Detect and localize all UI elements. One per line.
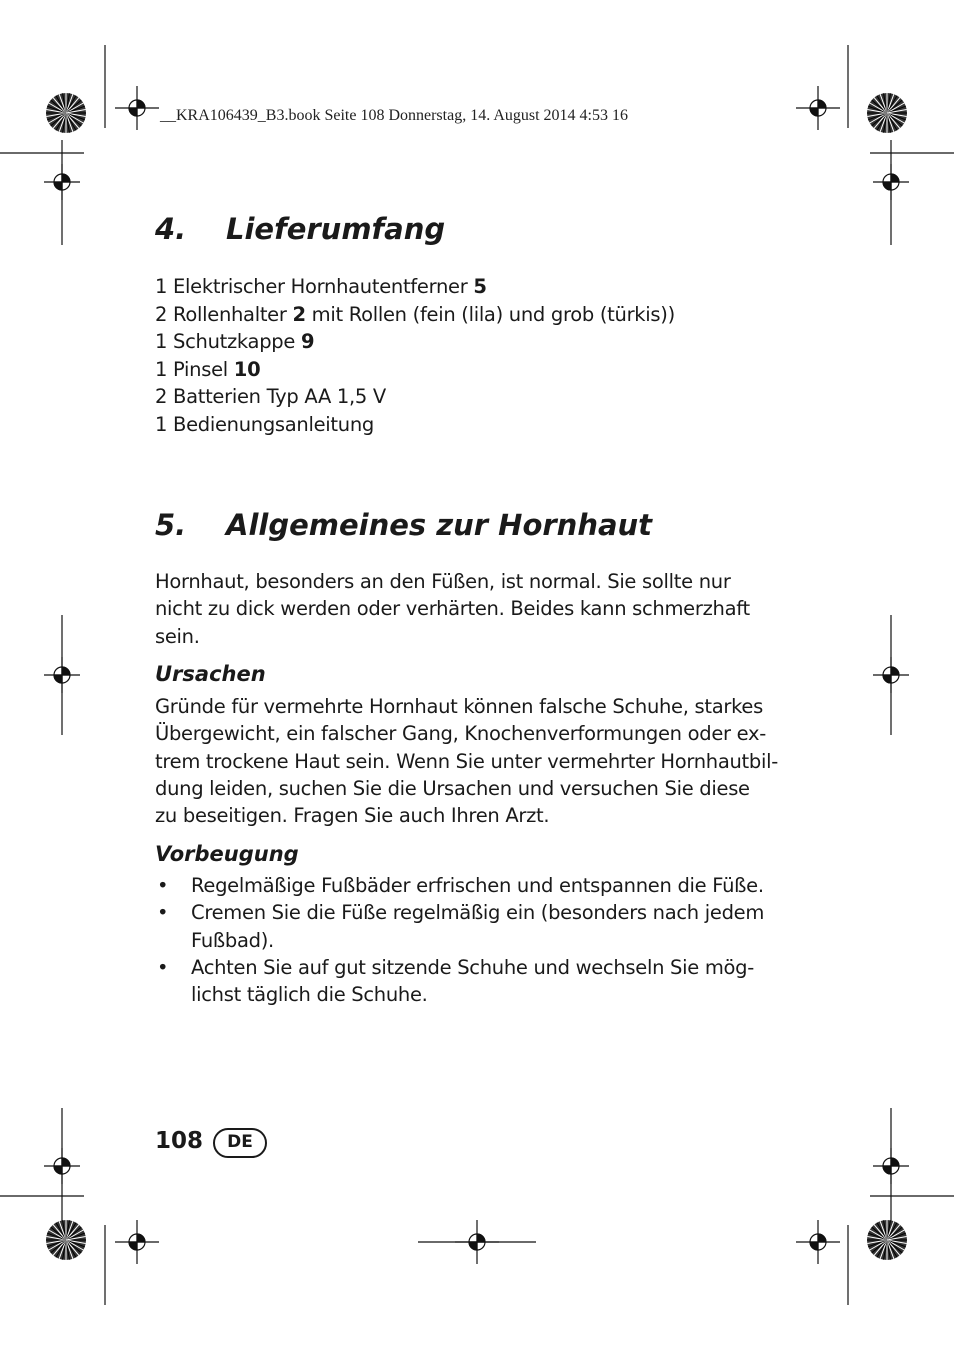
list-item: 1 Elektrischer Hornhautentferner 5 — [155, 275, 487, 298]
page-number: 108 — [155, 1128, 204, 1154]
bullet-icon: • — [157, 874, 169, 897]
ursachen-heading: Ursachen — [155, 662, 266, 686]
registration-crosshair-icon — [796, 86, 840, 130]
registration-starburst-icon — [46, 93, 86, 133]
registration-crosshair-icon — [115, 86, 159, 130]
registration-crosshair-icon — [796, 1220, 840, 1264]
list-item: • Cremen Sie die Füße regelmäßig ein (besonders nach jedem Fußbad). — [157, 901, 765, 952]
language-badge: DE — [213, 1128, 267, 1158]
list-item: 1 Bedienungsanleitung — [155, 412, 374, 436]
registration-starburst-icon — [867, 1220, 907, 1260]
list-item: 2 Rollenhalter 2 mit Rollen (fein (lila) und grob (türkis)) — [155, 302, 675, 326]
list-item: 1 Pinsel 10 — [155, 357, 261, 381]
list-item: • Regelmäßige Fußbäder erfrischen und entspannen die Füße. — [155, 872, 764, 899]
list-item: • Achten Sie auf gut sitzende Schuhe und wechseln Sie mög- lichst täglich die Schuhe. — [157, 955, 754, 1007]
ursachen-paragraph: Gründe für vermehrte Hornhaut können falsche Schuhe, starkes Übergewicht, ein falscher Gang, Knochenverformungen oder ex- trem trockene Haut sein. Wenn Sie unter vermehrter Hornhautbil- dung leiden, suchen Sie die Ursachen und versuchen Sie diese zu beseitigen. Fragen Sie auch Ihren Arzt. — [155, 695, 778, 828]
bullet-icon: • — [157, 955, 169, 979]
list-item: 2 Batterien Typ AA 1,5 V — [155, 385, 386, 408]
section-4-number: 4. — [155, 212, 187, 246]
print-slug: __KRA106439_B3.book Seite 108 Donnerstag, 14. August 2014 4:53 16 — [160, 107, 628, 124]
section-5-title-text: Allgemeines zur Hornhaut — [226, 508, 653, 542]
registration-starburst-icon — [46, 1220, 86, 1260]
list-item: 1 Schutzkappe 9 — [155, 330, 315, 353]
section-5-number: 5. — [155, 508, 187, 542]
vorbeugung-heading: Vorbeugung — [155, 842, 299, 866]
bullet-icon: • — [157, 901, 169, 925]
section-4-title-text: Lieferumfang — [226, 212, 446, 246]
registration-starburst-icon — [867, 93, 907, 133]
intro-paragraph: Hornhaut, besonders an den Füßen, ist normal. Sie sollte nur nicht zu dick werden oder verhärten. Beides kann schmerzhaft sein. — [155, 570, 750, 648]
registration-crosshair-icon — [115, 1220, 159, 1264]
